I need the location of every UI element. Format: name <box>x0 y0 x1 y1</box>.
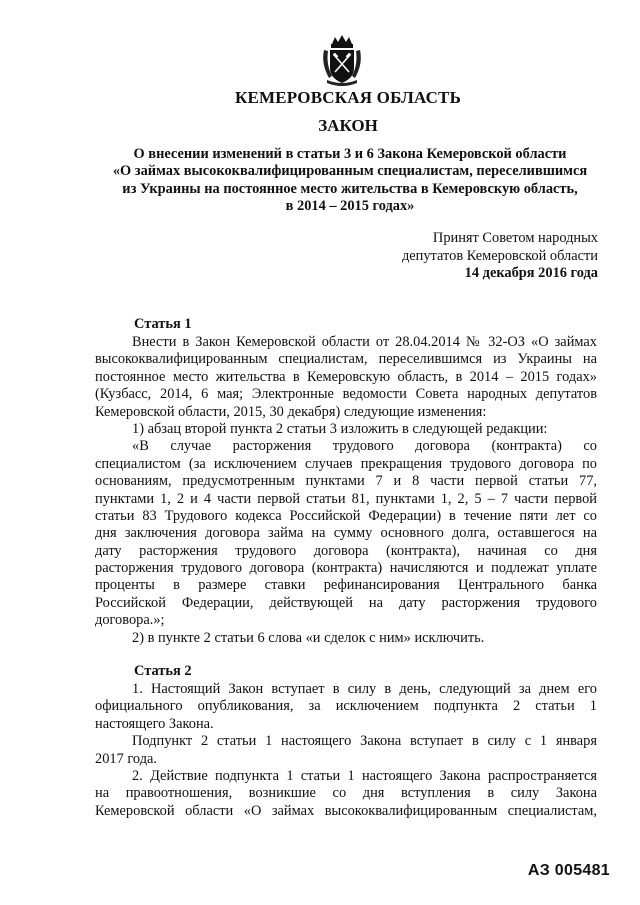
text-line: дня заключения договора займа на сумму основного долга, оставшегося на <box>95 525 597 542</box>
text-line: расторжения трудового договора (контракта) начисляются и подлежат уплате <box>95 560 597 577</box>
text-line: проценты в размере ставки рефинансирования Центрального банка <box>95 577 597 594</box>
title-line: из Украины на постоянное место жительства в Кемеровскую область, <box>122 180 578 197</box>
text-line: основаниям, предусмотренным пунктами 7 и 8 части первой статьи 77, <box>95 473 597 490</box>
text-line: Кемеровской области, 2015, 30 декабря) следующие изменения: <box>95 403 487 420</box>
text-line: Кемеровской области «О займах высококвалифицированным специалистам, <box>95 802 597 819</box>
article-1-body <box>95 334 597 647</box>
region-title: КЕМЕРОВСКАЯ ОБЛАСТЬ <box>234 88 462 107</box>
text-line: 2) в пункте 2 статьи 6 слова «и сделок с ним» исключить. <box>132 629 485 646</box>
document-type: ЗАКОН <box>318 116 378 135</box>
text-line: дату расторжения трудового договора (контракта), начиная со дня <box>95 542 597 559</box>
text-line: Внести в Закон Кемеровской области от 28.04.2014 № 32-ОЗ «О займах <box>132 334 597 350</box>
title-line: в 2014 – 2015 годах» <box>285 198 415 215</box>
form-serial-number: АЗ 005481 <box>527 862 610 879</box>
adoption-line: депутатов Кемеровской области <box>401 247 598 264</box>
text-line: постоянное место жительства в Кемеровскую область, в 2014 – 2015 годах» <box>95 368 597 385</box>
title-line: «О займах высококвалифицированным специалистам, переселившимся <box>112 163 588 180</box>
coat-of-arms-emblem <box>321 34 363 86</box>
text-line: 1. Настоящий Закон вступает в силу в день, следующий за днем его <box>132 681 597 697</box>
text-line: 2. Действие подпункта 1 статьи 1 настоящего Закона распространяется <box>132 767 597 784</box>
text-line: «В случае расторжения трудового договора (контракта) со <box>132 438 597 455</box>
adoption-block <box>402 230 598 283</box>
text-line: специалистом (за исключением случаев прекращения трудового договора по <box>95 455 597 472</box>
article-2-body <box>95 681 597 820</box>
title-line: О внесении изменений в статьи 3 и 6 Закона Кемеровской области <box>133 146 567 162</box>
text-line: 1) абзац второй пункта 2 статьи 3 изложить в следующей редакции: <box>132 420 548 437</box>
article-2-heading: Статья 2 <box>134 663 192 679</box>
text-line: 2017 года. <box>95 750 158 767</box>
adoption-date: 14 декабря 2016 года <box>464 265 598 282</box>
text-line: Подпункт 2 статьи 1 настоящего Закона вступает в силу с 1 января <box>132 733 597 750</box>
text-line: статьи 83 Трудового кодекса Российской Федерации) в течение пяти лет со <box>95 507 597 524</box>
text-line: высококвалифицированным специалистам, переселившимся из Украины на <box>95 351 597 368</box>
adoption-line: Принят Советом народных <box>432 230 598 246</box>
text-line: договора.»; <box>95 612 165 629</box>
text-line: на правоотношения, возникшие со дня вступления в силу Закона <box>95 785 597 802</box>
text-line: официального опубликования, за исключением подпункта 2 статьи 1 <box>95 698 597 715</box>
text-line: пунктами 1, 2 и 4 части первой статьи 81, пунктами 1, 2, 5 – 7 части первой <box>95 490 597 507</box>
document-title <box>90 146 610 216</box>
text-line: Российской Федерации, действующей на дату расторжения трудового <box>95 594 597 611</box>
article-1-heading: Статья 1 <box>134 316 192 332</box>
coat-of-arms-icon <box>321 34 363 86</box>
text-line: настоящего Закона. <box>95 715 214 732</box>
text-line: (Кузбасс, 2014, 6 мая; Электронные ведомости Совета народных депутатов <box>95 386 597 403</box>
